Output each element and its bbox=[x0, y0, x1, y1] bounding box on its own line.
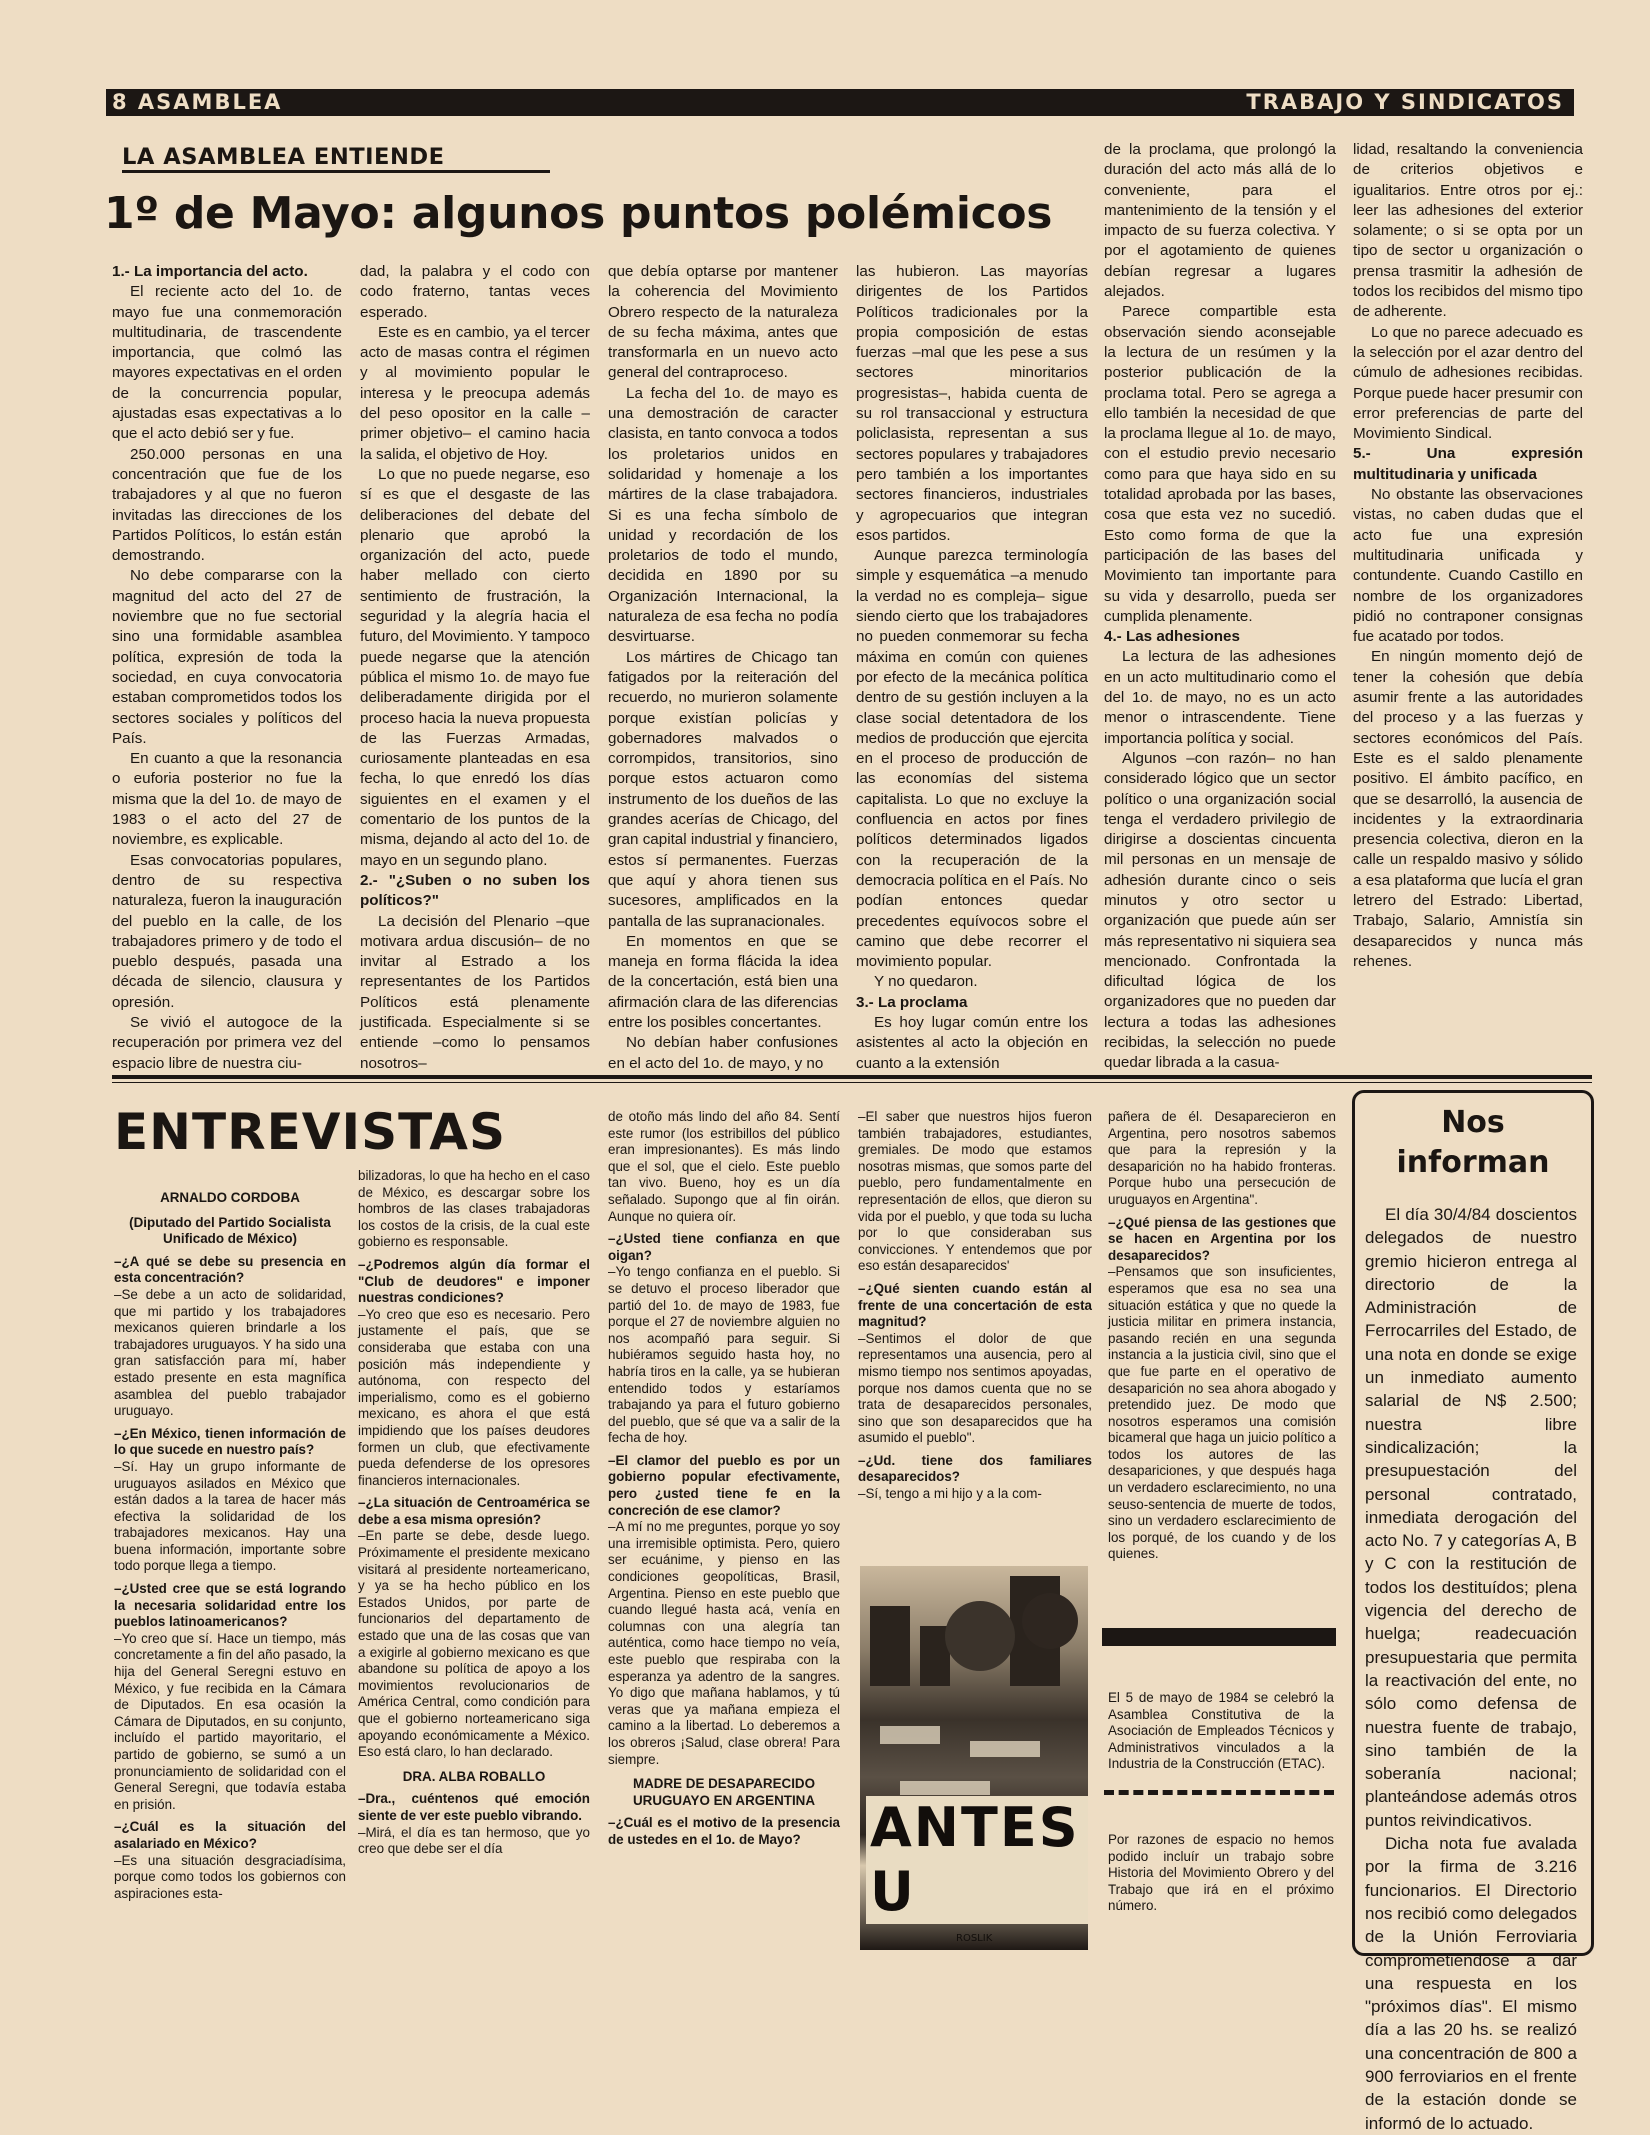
article-paragraph: La lectura de las adhesiones en un acto multitudinario como el del 1o. de mayo, no es un acto menor o intrascendente. Tiene importancia política y social. bbox=[1104, 648, 1336, 747]
header-bar bbox=[106, 89, 1574, 116]
interview-question: –¿Qué piensa de las gestiones que se hacen en Argentina por los desaparecidos? bbox=[1108, 1214, 1336, 1263]
notes-rule-top bbox=[1102, 1628, 1336, 1646]
interview-question: –¿A qué se debe su presencia en esta concentración? bbox=[114, 1253, 346, 1286]
section-divider-thin bbox=[112, 1082, 1592, 1083]
photo-small-text: ROSLIK bbox=[956, 1933, 993, 1944]
article-paragraph: 4.- Las adhesiones bbox=[1104, 628, 1240, 646]
article-col-4 bbox=[856, 262, 1088, 1072]
article-paragraph: La decisión del Plenario –que motivara ardua discusión– de no invitar al Estrado a los representantes de los Partidos Políticos está plenamente justificada. Especialmente si se entiende –como lo pensamos nosotros– bbox=[360, 912, 590, 1072]
interview-col-5 bbox=[1108, 1109, 1336, 1609]
headline: 1º de Mayo: algunos puntos polémicos bbox=[104, 188, 1053, 239]
article-paragraph: Lo que no puede negarse, eso sí es que el desgaste de las deliberaciones del debate del plenario que aprobó la organización del acto, puede haber mellado con cierto sentimiento de frustración, la seguridad y la alegría hacia el futuro, del Movimiento. Y tampoco puede negarse que la atención pública el mismo 1o. de mayo fue deliberadamente dirigida por el proceso hacia la nueva propuesta de las Fuerzas Armadas, curiosamente planteadas en esa fecha, lo que enredó los días siguientes en el examen y el comentario de los puntos de la misma, dejando al acto del 1o. de mayo en un segundo plano. bbox=[360, 465, 590, 869]
interview-question: –El clamor del pueblo es por un gobierno popular efectivamente, pero ¿usted tiene fe en la concreción de ese clamor? bbox=[608, 1452, 840, 1518]
informan-box bbox=[1352, 1090, 1594, 2133]
interviewee-name: MADRE DE DESAPARECIDO URUGUAYO EN ARGENTINA bbox=[632, 1776, 816, 1808]
interview-col-2 bbox=[358, 1168, 590, 2022]
interview-answer: –Sentimos el dolor de que representamos una ausencia, pero al mismo tiempo nos sentimos apoyadas, porque nos damos cuenta que no se trata de desaparecidos personales, sino que son desaparecidos que ha asumido el pueblo". bbox=[858, 1330, 1092, 1446]
photo-banner-text: ANTES U bbox=[866, 1796, 1088, 1924]
interview-answer: –Mirá, el día es tan hermoso, que yo creo que debe ser el día bbox=[358, 1824, 590, 1857]
article-paragraph: 2.- "¿Suben o no suben los políticos?" bbox=[360, 871, 590, 910]
informan-p2: Dicha nota fue avalada por la firma de 3.216 funcionarios. El Directorio nos recibió como delegados de la Unión Ferroviaria comprometiéndose a dar una respuesta en los "próximos días". El mismo día a las 20 hs. se realizó una concentración de 800 a 900 ferroviarios en el frente de la estación donde se informó de lo actuado. bbox=[1365, 1834, 1577, 2133]
article-col-3 bbox=[608, 262, 838, 1072]
article-paragraph: lidad, resaltando la conveniencia de criterios objetivos e igualitarios. Entre otros por ej.: leer las adhesiones del exterior solamente; o si se opta por un tipo de sector u organización o prensa trasmitir la adhesión de todos los recibidos del mismo tipo de adherente. bbox=[1353, 141, 1583, 321]
kicker-underline bbox=[122, 170, 550, 173]
article-paragraph: No debían haber confusiones en el acto del 1o. de mayo, y no bbox=[608, 1034, 838, 1072]
interview-answer: –Sí. Hay un grupo informante de uruguayos asilados en México que están dados a la tarea de hacer más efectiva la solidaridad de los trabajadores mexicanos. Hay una buena información, importante sobre todo porque llega a tiempo. bbox=[114, 1458, 346, 1574]
article-paragraph: 5.- Una expresión multitudinaria y unificada bbox=[1353, 445, 1583, 483]
article-paragraph: Parece compartible esta observación siendo aconsejable la lectura de un resúmen y la posterior publicación de la proclama total. Pero se agrega a ello también la necesidad de que la proclama llegue al 1o. de mayo, con el estudio previo necesario como para que haya sido en su totalidad aprobada por las bases, cosa que esta vez no sucedió. Esto como forma de que la participación de las bases del Movimiento tan importante para su vida y desarrollo, pueda ser cumplida plenamente. bbox=[1104, 303, 1336, 625]
interview-question: –¿Qué sienten cuando están al frente de una concertación de esta magnitud? bbox=[858, 1280, 1092, 1330]
article-paragraph: No obstante las observaciones vistas, no caben dudas que el acto fue una expresión multitudinaria unificada y contundente. Cuando Castillo en nombre de los organizadores pidió no contraponer consignas fue acatado por todos. bbox=[1353, 486, 1583, 646]
interview-question: –¿Podremos algún día formar el "Club de deudores" e imponer nuestras condiciones? bbox=[358, 1256, 590, 1306]
article-paragraph: dad, la palabra y el codo con codo fraterno, tantas veces esperado. bbox=[360, 263, 590, 321]
article-paragraph: En momentos en que se maneja en forma flácida la idea de la concertación, está bien una afirmación clara de las diferencias entre los posibles concertantes. bbox=[608, 932, 838, 1031]
interview-answer: –En parte se debe, desde luego. Próximamente el presidente mexicano visitará al presidente norteamericano, y ya se ha hecho público en los Estados Unidos, por parte de funcionarios del departamento de estado que una de las cosas que van a exigirle al gobierno mexicano es que abandone su política de apoyo a los movimientos revolucionarios de América Central, como condición para que el gobierno norteamericano siga apoyando económicamente a México. Eso está claro, lo han declarado. bbox=[358, 1528, 590, 1760]
interview-answer: –Yo creo que eso es necesario. Pero justamente el país, que se consideraba que estaba con una posición más independiente y autónoma, con respecto del imperialismo, como es el gobierno mexicano, es ahora el que está impidiendo que los países deudores formen un club, que efectivamente pueda defenderse de los opresores financieros internacionales. bbox=[358, 1306, 590, 1488]
interview-answer: pañera de él. Desaparecieron en Argentina, pero nosotros sabemos que para la represión y la desaparición no ha habido fronteras. Porque hubo una persecución de uruguayos en Argentina". bbox=[1108, 1109, 1336, 1207]
article-paragraph: Aunque parezca terminología simple y esquemática –a menudo la verdad no es compleja– sigue siendo cierto que los trabajadores no pueden conmemorar su fecha máxima en común con quienes por efecto de la mecánica política dentro de su gestión incluyen a la clase social detentadora de los medios de producción que ejercita en el proceso de producción de las economías del sistema capitalista. Lo que no excluye la confluencia en actos por fines políticos determinados ligados con la recuperación de la democracia política en el País. No podían entonces quedar precedentes equívocos sobre el camino que debe recorrer el movimiento popular. bbox=[856, 547, 1088, 971]
informan-title-2: informan bbox=[1396, 1145, 1550, 1180]
article-paragraph: No debe compararse con la magnitud del acto del 27 de noviembre que no fue sectorial sino una formidable asamblea política, expresión de toda la sociedad, en cuya convocatoria estaban comprometidos todos los sectores sociales y políticos del País. bbox=[112, 567, 342, 747]
interview-answer: de otoño más lindo del año 84. Sentí este rumor (los estribillos del público eran impresionantes). Es más lindo que el sol, que el cielo. Este pueblo tan vivo. Bueno, hoy es un día señalado. Supongo que al fin oirán. Aunque no quiera oír. bbox=[608, 1109, 840, 1224]
interview-answer: bilizadoras, lo que ha hecho en el caso de México, es descargar sobre los hombros de las clases trabajadoras los costos de la crisis, de la cual este gobierno es responsable. bbox=[358, 1168, 590, 1250]
interview-answer: –A mí no me preguntes, porque yo soy una irremisible optimista. Pero, quiero ser ecuánime, y pienso en las condiciones geopolíticas, Brasil, Argentina. Pienso en este pueblo que cuando llegué hasta acá, venía en columnas con una alegría tan auténtica, como hace tiempo no veía, este pueblo que respiraba con la esperanza ya adentro de la sangres. Yo digo que mañana hablamos, y tú veras que ya mañana empieza el camino a la libertad. Lo deberemos a los obreros ¡Salud, clase obrera! Para siempre. bbox=[608, 1519, 840, 1767]
interview-answer: –Se debe a un acto de solidaridad, que mi partido y los trabajadores mexicanos quieren brindarle a los trabajadores uruguayos. Y ha sido una gran satisfacción para mí, haber estado presente en esta magnífica asamblea del pueblo trabajador uruguayo. bbox=[114, 1286, 346, 1419]
interviewee-name: DRA. ALBA ROBALLO bbox=[402, 1768, 546, 1784]
article-paragraph: 3.- La proclama bbox=[856, 993, 968, 1011]
interview-answer: –Pensamos que son insuficientes, esperamos que esa no sea una situación estática y que no quede la justicia militar en primera instancia, pasando recién en una segunda instancia a la justicia civil, sino que el que fue parte en el operativo de desaparición no sea ahora abogado y pretendido juez. De modo que nosotros esperamos una comisión bicameral que haga un juicio político a todos los autores de las desapariciones, y que después haga un verdadero esclarecimiento, no una seuso-sentencia de muerte de todos, sino un verdadero esclarecimiento de los porqué, de los cuando y de los quienes. bbox=[1108, 1264, 1336, 1562]
interview-question: –¿Usted tiene confianza en que oigan? bbox=[608, 1231, 840, 1263]
interview-question: –¿Usted cree que se está logrando la necesaria solidaridad entre los pueblos latinoamericanos? bbox=[114, 1581, 346, 1630]
article-paragraph: Esas convocatorias populares, dentro de su respectiva naturaleza, fueron la inauguración del pueblo en la calle, de los trabajadores primero y de todo el pueblo después, pasada una década de silencio, clausura y opresión. bbox=[112, 851, 342, 1011]
interview-question: –¿Cuál es la situación del asalariado en México? bbox=[114, 1819, 346, 1851]
section-divider bbox=[112, 1075, 1592, 1079]
article-paragraph: Se vivió el autogoce de la recuperación por primera vez del espacio libre de nuestra ciu- bbox=[112, 1013, 342, 1072]
article-paragraph: Este es en cambio, ya el tercer acto de masas contra el régimen y al movimiento popular le interesa y le preocupa además del peso opositor en la calle –primer objetivo– el camino hacia la salida, el objetivo de Hoy. bbox=[360, 323, 590, 463]
interview-col-1 bbox=[114, 1182, 346, 2022]
informan-title-1: Nos bbox=[1441, 1105, 1505, 1140]
informan-p1: El día 30/4/84 doscientos delegados de nuestro gremio hicieron entrega al directorio de la Administración de Ferrocarriles del Estado, de una nota en donde se exige un inmediato aumento salarial de N$ 2.500; nuestra libre sindicalización; la presupuestación del personal contratado, inmediata derogación del acto No. 7 y categorías A, B y C con la restitución de todos los destituídos; plena vigencia del derecho de huelga; readecuación presupuestaria que permita la reactivación del ente, no sólo como defensa de nuestra fuente de trabajo, sino también de la soberanía nacional; planteándose además otros puntos reivindicativos. bbox=[1365, 1205, 1577, 1830]
article-paragraph: La fecha del 1o. de mayo es una demostración de caracter clasista, en tanto convoca a todos los proletarios unidos en solidaridad y homenaje a los mártires de la clase trabajadora. Si es una fecha símbolo de unidad y recordación de los proletarios de todo el mundo, decidida en 1890 por su Organización Internacional, la naturaleza de esa fecha no podía desvirtuarse. bbox=[608, 384, 838, 646]
interviews-title: ENTREVISTAS bbox=[114, 1103, 507, 1161]
article-paragraph: de la proclama, que prolongó la duración del acto más allá de lo conveniente, para el mantenimiento de la tensión y el impacto de su fuerza colectiva. Y por el agotamiento de quienes debían regresar a lugares alejados. bbox=[1104, 141, 1336, 301]
note-space: Por razones de espacio no hemos podido incluír un trabajo sobre Historia del Movimiento Obrero y del Trabajo que irá en el próximo número. bbox=[1108, 1832, 1334, 1914]
interview-question: –¿La situación de Centroamérica se debe a esa misma opresión? bbox=[358, 1495, 590, 1527]
interview-question: –¿Ud. tiene dos familiares desaparecidos? bbox=[858, 1452, 1092, 1485]
article-paragraph: Es hoy lugar común entre los asistentes al acto la objeción en cuanto a la extensión bbox=[856, 1013, 1088, 1072]
notes-dashed-rule bbox=[1104, 1790, 1334, 1795]
article-paragraph: Y no quedaron. bbox=[874, 973, 978, 991]
article-paragraph: Lo que no parece adecuado es la selección por el azar dentro del cúmulo de adhesiones recibidas. Porque puede hacer presumir con error preferencias de parte del Movimiento Sindical. bbox=[1353, 323, 1583, 443]
article-paragraph: 1.- La importancia del acto. bbox=[112, 263, 308, 280]
article-col-6 bbox=[1353, 140, 1583, 970]
interviewee-name: (Diputado del Partido Socialista Unificado de México) bbox=[129, 1214, 331, 1247]
kicker: LA ASAMBLEA ENTIENDE bbox=[122, 144, 445, 170]
interview-answer: –El saber que nuestros hijos fueron también trabajadores, estudiantes, gremiales. De modo que estamos nosotras mismas, que somos parte del pueblo, pero fundamentalmente en representación de ellos, que dieron su vida por el pueblo, y que toda su lucha por lo que consideraban sus convicciones. Y entendemos que por eso están desaparecidos' bbox=[858, 1109, 1092, 1274]
interview-col-3 bbox=[608, 1109, 840, 2022]
article-paragraph: las hubieron. Las mayorías dirigentes de los Partidos Políticos tradicionales por la propia composición de estas fuerzas –mal que les pese a sus sectores minoritarios progresistas–, habida cuenta de su rol transaccional y estructura policlasista, representan a sus sectores populares y trabajadores pero también a los importantes sectores financieros, industriales y agropecuarios que integran esos partidos. bbox=[856, 263, 1088, 544]
header-left: 8 ASAMBLEA bbox=[112, 90, 283, 114]
note-etac: El 5 de mayo de 1984 se celebró la Asamblea Constitutiva de la Asociación de Empleados Técnicos y Administrativos vinculados a la Industria de la Construcción (ETAC). bbox=[1108, 1690, 1334, 1772]
article-paragraph: En ningún momento dejó de tener la cohesión que debía asumir frente a las autoridades del proceso y a las fuerzas y sectores económicos del País. Este es el saldo plenamente positivo. El ámbito pacífico, en que se desarrolló, la ausencia de incidentes y la extraordinaria presencia colectiva, dieron en la calle un respaldo masivo y sólido a esa plataforma que lucía el gran letrero del Estrado: Libertad, Trabajo, Salario, Amnistía sin desaparecidos y nunca más rehenes. bbox=[1353, 648, 1583, 970]
interview-answer: –Sí, tengo a mi hijo y a la com- bbox=[858, 1486, 1042, 1502]
article-paragraph: Los mártires de Chicago tan fatigados por la reiteración del recuerdo, no murieron solamente porque existían policías y gobernadores malvados o corrompidos, transitorios, sino porque estos actuaron como instrumento de los dueños de las grandes acerías de Chicago, del gran capital industrial y financiero, estos sí permanentes. Fuerzas que aquí y ahora tienen sus sucesores, amplificados en la pantalla de las supranacionales. bbox=[608, 648, 838, 930]
interview-answer: –Yo creo que sí. Hace un tiempo, más concretamente a fin del año pasado, la hija del General Seregni estuvo en México, y fue recibida en la Cámara de Diputados. En esa ocasión la Cámara de Diputados, en su conjunto, incluído el partido mayoritario, el partido de gobierno, se sumó a un pronunciamiento de solidaridad con el General Seregni, que todavía estaba en prisión. bbox=[114, 1630, 346, 1812]
article-paragraph: 250.000 personas en una concentración que fue de los trabajadores y al que no fueron invitadas las direcciones de los Partidos Políticos, lo están están demostrando. bbox=[112, 445, 342, 565]
article-paragraph: En cuanto a que la resonancia o euforia posterior no fue la misma que la del 1o. de mayo de 1983 o el acto del 27 de noviembre, es explicable. bbox=[112, 750, 342, 849]
article-col-1 bbox=[112, 262, 342, 1072]
interview-question: –Dra., cuéntenos qué emoción siente de ver este pueblo vibrando. bbox=[358, 1791, 590, 1823]
rally-photo bbox=[860, 1566, 1088, 1950]
interview-question: –¿En México, tienen información de lo que sucede en nuestro país? bbox=[114, 1425, 346, 1458]
interview-answer: –Es una situación desgraciadísima, porque como todos los gobiernos con aspiraciones esta- bbox=[114, 1852, 346, 1901]
article-col-5 bbox=[1104, 140, 1336, 1072]
article-paragraph: Algunos –con razón– no han considerado lógico que un sector político o una organización social tenga el verdadero privilegio de dirigirse a doscientas cincuenta mil personas en un mensaje de adhesión durante cinco o seis minutos y otro sector u organización que puede aún ser más representativo ni siquiera sea mencionado. Confrontada la dificultad lógica de los organizadores que no pueden dar lectura a todas las adhesiones recibidas, la selección no puede quedar librada a la casua- bbox=[1104, 749, 1336, 1072]
interview-answer: –Yo tengo confianza en el pueblo. Si se detuvo el proceso liberador que partió del 1o. de mayo de 1983, fue porque el 27 de noviembre alguien no nos acompañó para seguir. Si hubiéramos seguido hasta hoy, no habría tiros en la calle, ya se hubieran entendido todos y estaríamos trabajando ya para el futuro gobierno del pueblo, que sé que va a salir de la fecha de hoy. bbox=[608, 1264, 840, 1446]
interview-question: –¿Cuál es el motivo de la presencia de ustedes en el 1o. de Mayo? bbox=[608, 1815, 840, 1847]
article-paragraph: que debía optarse por mantener la coherencia del Movimiento Obrero respecto de la naturaleza de su fecha máxima, antes que transformarla en un nuevo acto general del contraproceso. bbox=[608, 263, 838, 382]
article-col-2 bbox=[360, 262, 590, 1072]
interview-col-4 bbox=[858, 1109, 1092, 1549]
article-paragraph: El reciente acto del 1o. de mayo fue una conmemoración multitudinaria, de trascendente importancia, que colmó las mayores expectativas en el orden de la concurrencia popular, ajustadas esas expectativas a lo que el acto debió ser y fue. bbox=[112, 283, 342, 443]
interviewee-name: ARNALDO CORDOBA bbox=[160, 1190, 300, 1205]
header-right: TRABAJO Y SINDICATOS bbox=[1246, 90, 1564, 114]
